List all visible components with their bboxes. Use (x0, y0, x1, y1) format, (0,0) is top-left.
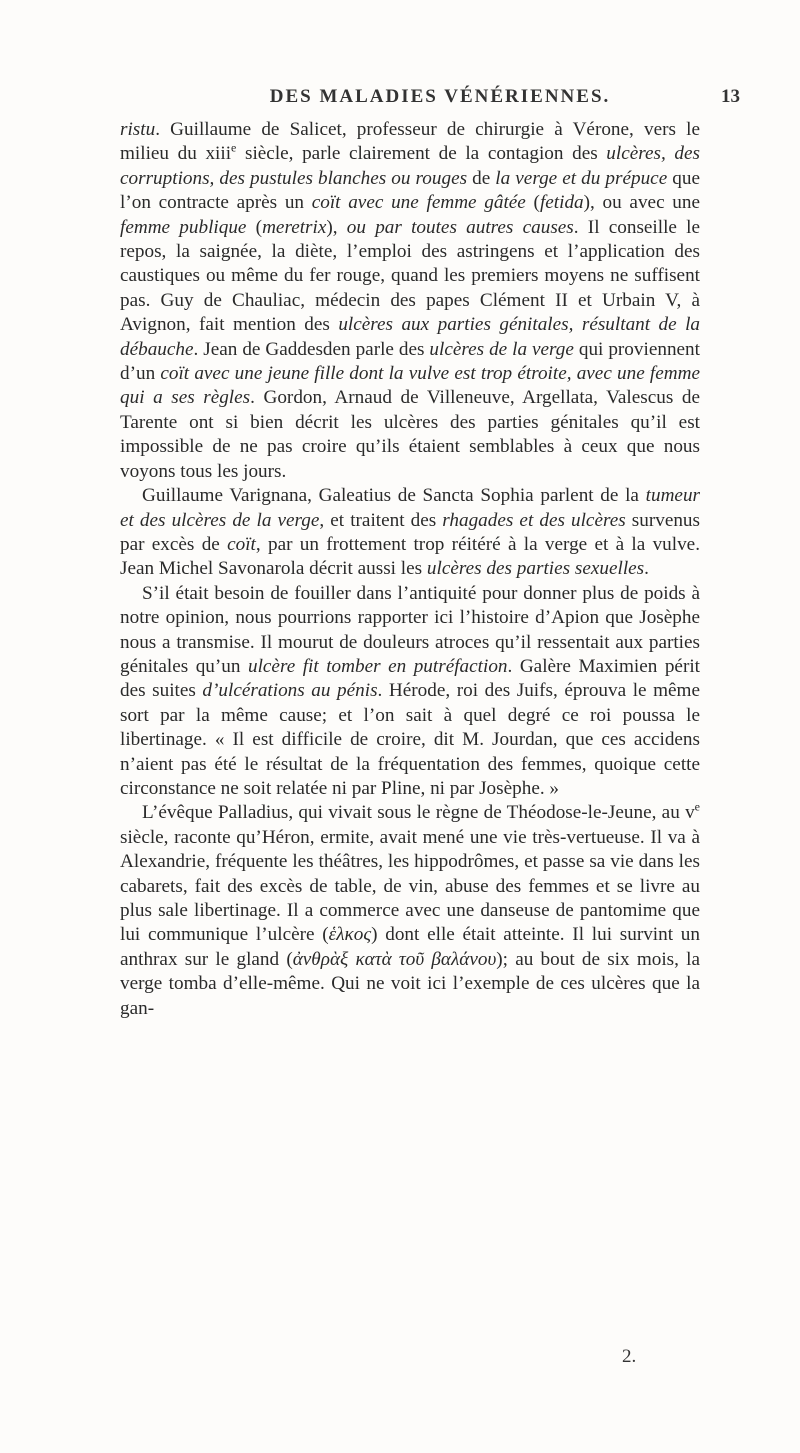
superscript-text: e (694, 799, 700, 814)
text-run: ), ou avec une (583, 192, 700, 214)
italic-text: fetida (539, 192, 584, 214)
text-run: . (644, 558, 649, 580)
italic-text: ulcères, des corruptions, des pustules blanches ou rouges (120, 143, 700, 189)
paragraph (120, 582, 700, 802)
text-run: . Galère Maximien périt des suites (120, 655, 700, 702)
italic-text: ristu (120, 119, 156, 140)
text-run: de (467, 167, 496, 189)
text-run: . Hérode, roi des Juifs, éprouva le même sort par la même cause; et l’on sait à quel degré ce roi poussa le libertinage. « Il est difficile de croire, dit M. Jourdan, que ces accidens n’aient pas été le résultat de la fréquentation des femmes, quoique cette circonstance ne soit relatée ni par Pline, ni par Josèphe. » (120, 680, 700, 799)
text-run: . Gordon, Arnaud de Villeneuve, Argellata, Valescus de Tarente ont si bien décrit les ulcères des parties génitales qu’il est impossible de ne pas croire qu’ils étaient semblables à ceux que nous voyons tous les jours. (120, 387, 700, 482)
text-run: ), (326, 216, 347, 238)
italic-text: ulcères aux parties génitales, résultant de la débauche (120, 314, 701, 360)
text-run: S’il était besoin de fouiller dans l’antiquité pour donner plus de poids à notre opinion, nous pourrions rapporter ici l’histoire d’Apion que Josèphe nous a transmise. Il mourut de douleurs atroces qu’il ressentait aux parties génitales qu’un (120, 582, 700, 677)
text-run: L’évêque Palladius, qui vivait sous le règne de Théodose-le-Jeune, au v (142, 802, 695, 824)
text-run: . Jean de Gaddesden parle des (193, 338, 430, 360)
text-run: ( (525, 192, 540, 214)
italic-text: meretrix (262, 216, 327, 238)
italic-text: coït avec une jeune fille dont la vulve est trop étroite, avec une femme qui a ses règles (120, 363, 700, 409)
text-run: . Guillaume de Salicet, professeur de chirurgie à Vérone, vers le milieu du xiii (120, 119, 700, 165)
italic-text: ou par toutes autres causes (346, 216, 574, 238)
text-run: ) dont elle était atteinte. Il lui survint un anthrax sur le gland ( (120, 924, 700, 970)
italic-text: ἀνθρὰξ κατὰ τοῦ βαλάνου (292, 948, 497, 970)
paragraph (120, 118, 700, 484)
signature-mark: 2. (622, 1346, 637, 1367)
italic-text: ulcères de la verge (429, 338, 574, 360)
paragraph (120, 484, 700, 582)
italic-text: coït (227, 533, 256, 555)
text-run: ); au bout de six mois, la verge tomba d’elle-même. Qui ne voit ici l’exemple de ces ulcères que la gan- (120, 948, 700, 1019)
text-run: siècle, raconte qu’Héron, ermite, avait mené une vie très-vertueuse. Il va à Alexandrie, fréquente les théâtres, les hippodrômes, et passe sa vie dans les cabarets, fait des excès de table, de vin, abuse des femmes et se livre au plus sale libertinage. Il a commerce avec une danseuse de pantomime que lui communique l’ulcère ( (120, 826, 700, 946)
text-run: Guillaume Varignana, Galeatius de Sancta Sophia parlent de la (142, 485, 646, 507)
body-text (120, 118, 700, 1021)
text-run: qui proviennent d’un (120, 338, 700, 385)
italic-text: coït avec une femme gâtée (311, 192, 526, 214)
text-run: survenus par excès de (120, 509, 700, 555)
text-run: que l’on contracte après un (120, 167, 700, 214)
page-header (140, 86, 740, 118)
italic-text: ulcères des parties sexuelles (426, 558, 645, 580)
italic-text: la verge et du prépuce (495, 167, 668, 189)
text-run: , et traitent des (319, 509, 443, 531)
italic-text: rhagades et des ulcères (442, 509, 626, 531)
text-run: , par un frottement trop réitéré à la verge et à la vulve. Jean Michel Savonarola décrit aussi les (120, 533, 700, 580)
text-run: . Il conseille le repos, la saignée, la diète, l’emploi des astringens et l’application des caustiques ou même du fer rouge, quand les premiers moyens ne suffisent pas. Guy de Chauliac, médecin des papes Clément II et Urbain V, à Avignon, fait mention des (120, 216, 701, 336)
page-number: 13 (721, 86, 740, 107)
superscript-text: e (231, 141, 237, 156)
running-title: DES MALADIES VÉNÉRIENNES. (269, 86, 611, 107)
italic-text: tumeur et des ulcères de la verge (120, 485, 700, 531)
italic-text: d’ulcérations au pénis (202, 680, 378, 702)
text-run: ( (246, 216, 263, 238)
italic-text: ulcère fit tomber en putréfaction (247, 655, 508, 677)
text-run: siècle, parle clairement de la contagion des (236, 143, 607, 165)
paragraph (120, 801, 700, 1021)
italic-text: ἑλκος (328, 924, 372, 946)
italic-text: femme publique (120, 216, 247, 238)
